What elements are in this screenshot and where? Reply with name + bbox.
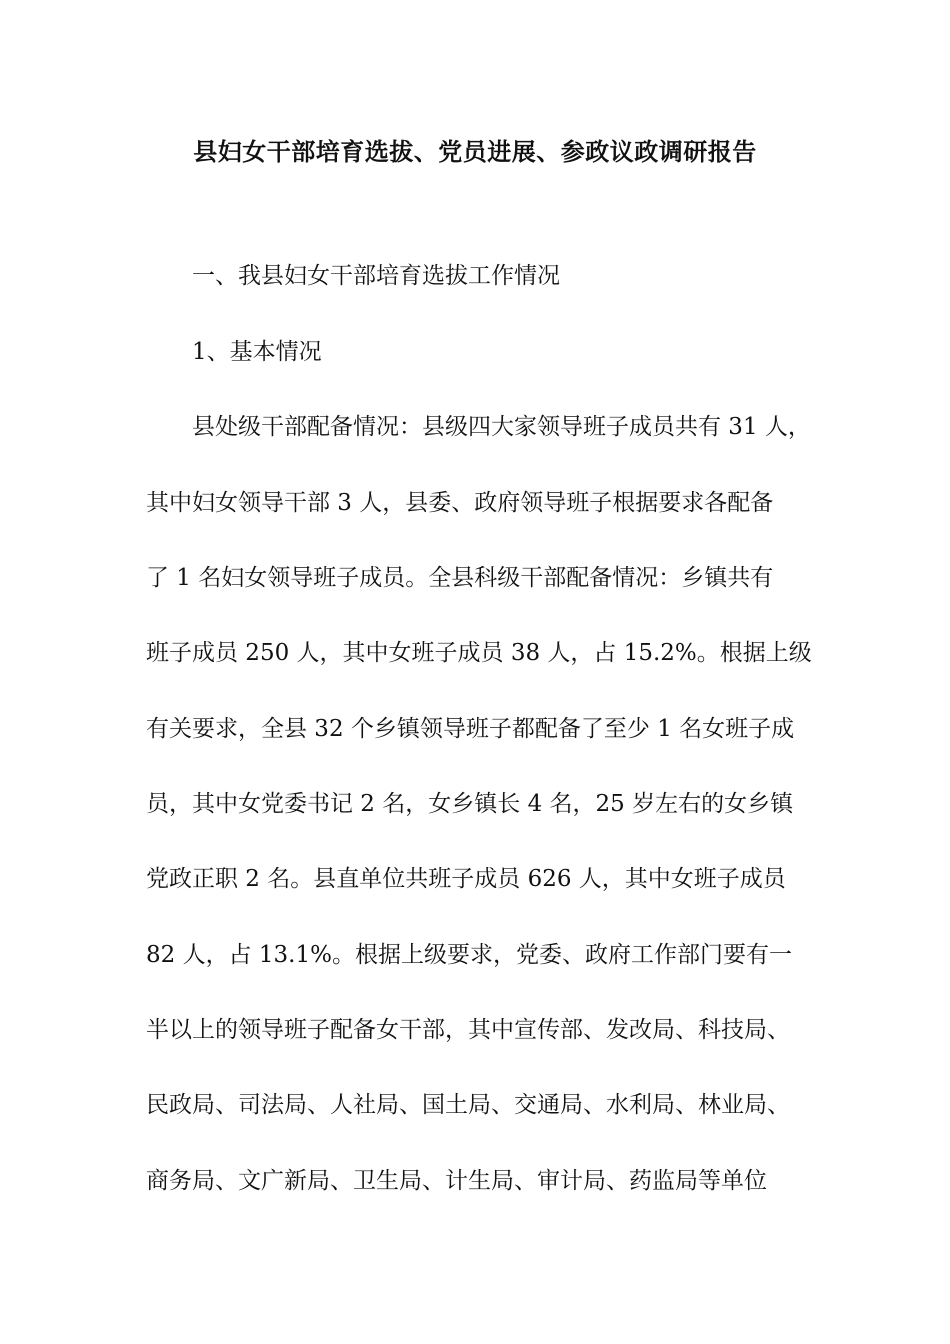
paragraph-line: 县处级干部配备情况：县级四大家领导班子成员共有 31 人，	[192, 414, 811, 440]
paragraph-line: 有关要求，全县 32 个乡镇领导班子都配备了至少 1 名女班子成	[146, 716, 795, 742]
paragraph-line: 员，其中女党委书记 2 名，女乡镇长 4 名，25 岁左右的女乡镇	[146, 791, 794, 817]
subsection-heading: 1、基本情况	[192, 339, 322, 365]
paragraph-line: 党政正职 2 名。县直单位共班子成员 626 人，其中女班子成员	[146, 866, 786, 892]
paragraph-line: 其中妇女领导干部 3 人，县委、政府领导班子根据要求各配备	[146, 490, 774, 516]
paragraph-line: 班子成员 250 人，其中女班子成员 38 人，占 15.2%。根据上级	[146, 640, 812, 666]
paragraph-line: 商务局、文广新局、卫生局、计生局、审计局、药监局等单位	[146, 1168, 767, 1194]
paragraph-line: 半以上的领导班子配备女干部，其中宣传部、发改局、科技局、	[146, 1017, 790, 1043]
paragraph-line: 了 1 名妇女领导班子成员。全县科级干部配备情况：乡镇共有	[146, 565, 774, 591]
section-heading: 一、我县妇女干部培育选拔工作情况	[192, 263, 560, 289]
document-title: 县妇女干部培育选拔、党员进展、参政议政调研报告	[193, 138, 757, 166]
paragraph-line: 民政局、司法局、人社局、国土局、交通局、水利局、林业局、	[146, 1092, 790, 1118]
paragraph-line: 82 人，占 13.1%。根据上级要求，党委、政府工作部门要有一	[146, 942, 792, 968]
